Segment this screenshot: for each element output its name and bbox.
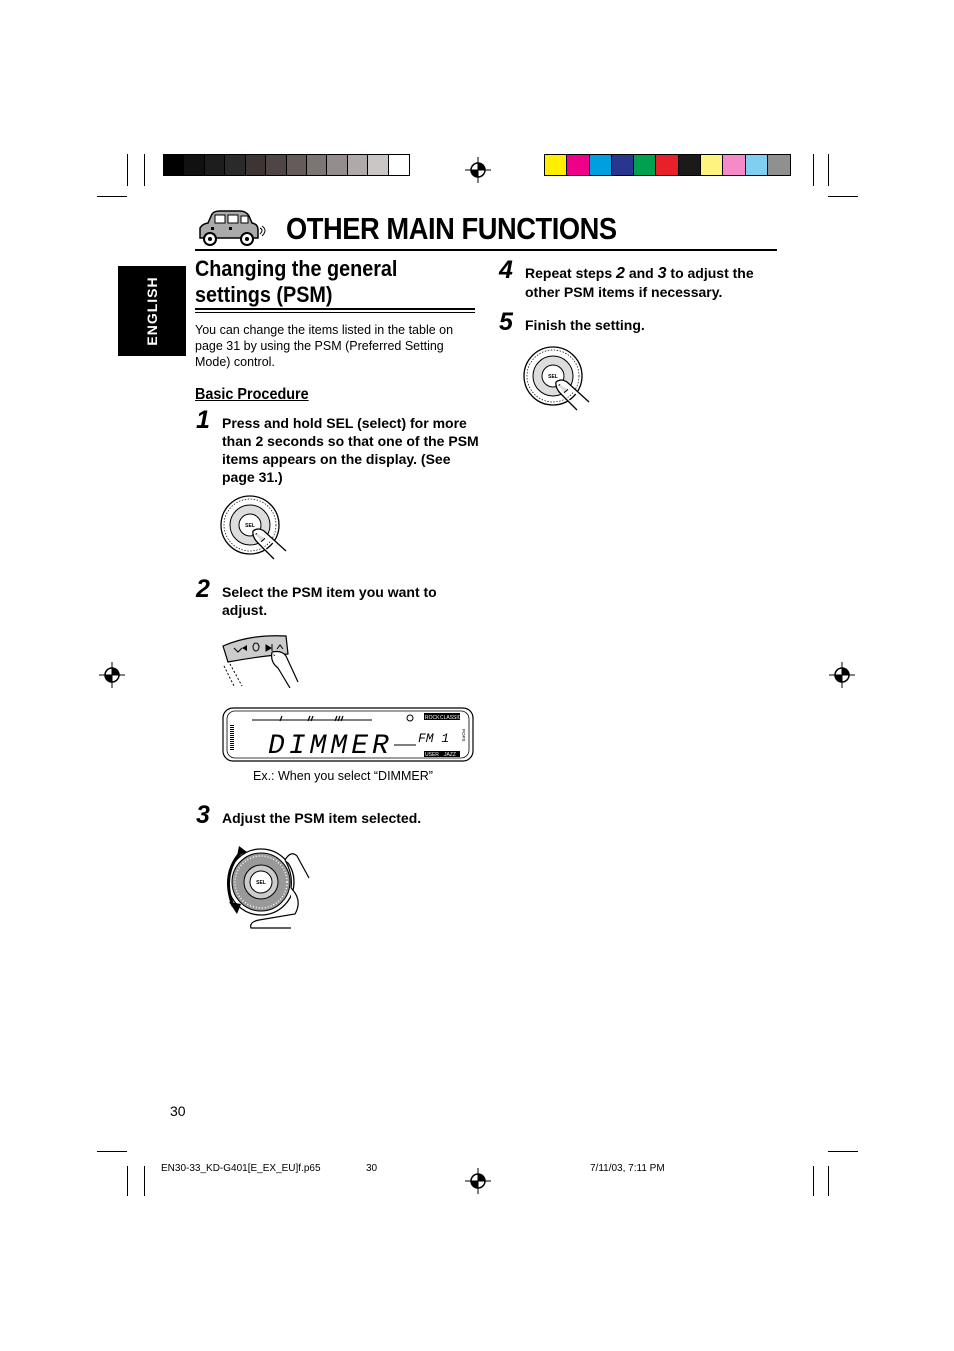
grayscale-swatch xyxy=(348,155,368,175)
sel-label-1: SEL xyxy=(245,523,255,529)
grayscale-swatch xyxy=(266,155,286,175)
color-swatch xyxy=(545,155,567,175)
page-number: 30 xyxy=(170,1103,186,1119)
step-4-text-c: to adjust the other PSM items if necessary. xyxy=(525,265,754,300)
basic-procedure-heading: Basic Procedure xyxy=(195,386,309,403)
color-swatch xyxy=(590,155,612,175)
footer-file: EN30-33_KD-G401[E_EX_EU]f.p65 xyxy=(161,1163,321,1174)
lcd-band-text: FM 1 xyxy=(418,731,450,746)
car-icon xyxy=(194,208,266,248)
display-caption: Ex.: When you select “DIMMER” xyxy=(253,769,433,783)
color-swatch xyxy=(656,155,678,175)
step-4-ref-2: 2 xyxy=(616,265,625,282)
sel-label-3: SEL xyxy=(548,374,558,380)
section-heading: Changing the general settings (PSM) xyxy=(195,256,398,307)
lcd-tag-pops: POPS xyxy=(461,729,466,742)
lcd-tag-jazz: JAZZ xyxy=(444,752,456,758)
sel-knob-press-illustration xyxy=(218,493,290,563)
color-swatch xyxy=(679,155,701,175)
grayscale-calibration-bar xyxy=(163,154,410,176)
step-3-text: Adjust the PSM item selected. xyxy=(222,810,422,826)
grayscale-swatch xyxy=(205,155,225,175)
step-4-text-a: Repeat steps xyxy=(525,265,617,281)
footer-page: 30 xyxy=(366,1163,378,1174)
language-tab xyxy=(118,266,186,356)
lcd-tag-user: USER xyxy=(425,752,439,758)
grayscale-swatch xyxy=(287,155,307,175)
title-rule xyxy=(195,249,777,251)
grayscale-swatch xyxy=(327,155,347,175)
color-swatch xyxy=(701,155,723,175)
grayscale-swatch xyxy=(368,155,388,175)
grayscale-swatch xyxy=(184,155,204,175)
sel-label-2: SEL xyxy=(256,880,266,886)
color-swatch xyxy=(723,155,745,175)
step-4-number: 4 xyxy=(499,256,513,284)
registration-target-top xyxy=(465,157,491,183)
registration-target-bottom xyxy=(465,1168,491,1194)
color-swatch xyxy=(768,155,790,175)
step-5-number: 5 xyxy=(499,308,513,336)
sel-knob-finish-illustration xyxy=(521,344,593,414)
seek-button-press-illustration xyxy=(220,632,302,688)
section-rule-thin xyxy=(195,312,475,313)
step-4-ref-3: 3 xyxy=(657,265,667,282)
step-1-number: 1 xyxy=(196,406,210,434)
section-intro: You can change the items listed in the table on page 31 by using the PSM (Preferred Setting Mode) control. xyxy=(195,323,454,369)
grayscale-swatch xyxy=(225,155,245,175)
step-2-number: 2 xyxy=(196,575,210,603)
lcd-main-text: DIMMER xyxy=(268,731,393,762)
color-calibration-bar xyxy=(544,154,791,176)
sel-knob-rotate-illustration xyxy=(219,844,315,934)
registration-target-right xyxy=(829,662,855,688)
page-title: OTHER MAIN FUNCTIONS xyxy=(286,211,617,246)
color-swatch xyxy=(746,155,768,175)
registration-target-left xyxy=(99,662,125,688)
grayscale-swatch xyxy=(246,155,266,175)
lcd-tag-rock: ROCK xyxy=(425,715,440,721)
color-swatch xyxy=(634,155,656,175)
color-swatch xyxy=(612,155,634,175)
footer-datetime: 7/11/03, 7:11 PM xyxy=(590,1163,665,1174)
step-4-text-b: and xyxy=(624,265,658,281)
lcd-tag-classic: CLASSIC xyxy=(440,715,462,721)
step-4-text xyxy=(525,264,775,301)
step-2-text: Select the PSM item you want to adjust. xyxy=(222,584,437,618)
lcd-display-illustration xyxy=(222,705,474,763)
language-tab-label: ENGLISH xyxy=(144,276,160,346)
step-3-number: 3 xyxy=(196,801,210,829)
step-1-text: Press and hold SEL (select) for more than 2 seconds so that one of the PSM items appears on the display. (See page 31.) xyxy=(222,415,479,485)
step-5-text: Finish the setting. xyxy=(525,317,645,333)
grayscale-swatch xyxy=(164,155,184,175)
grayscale-swatch xyxy=(307,155,327,175)
grayscale-swatch xyxy=(389,155,409,175)
section-rule xyxy=(195,308,475,310)
color-swatch xyxy=(567,155,589,175)
